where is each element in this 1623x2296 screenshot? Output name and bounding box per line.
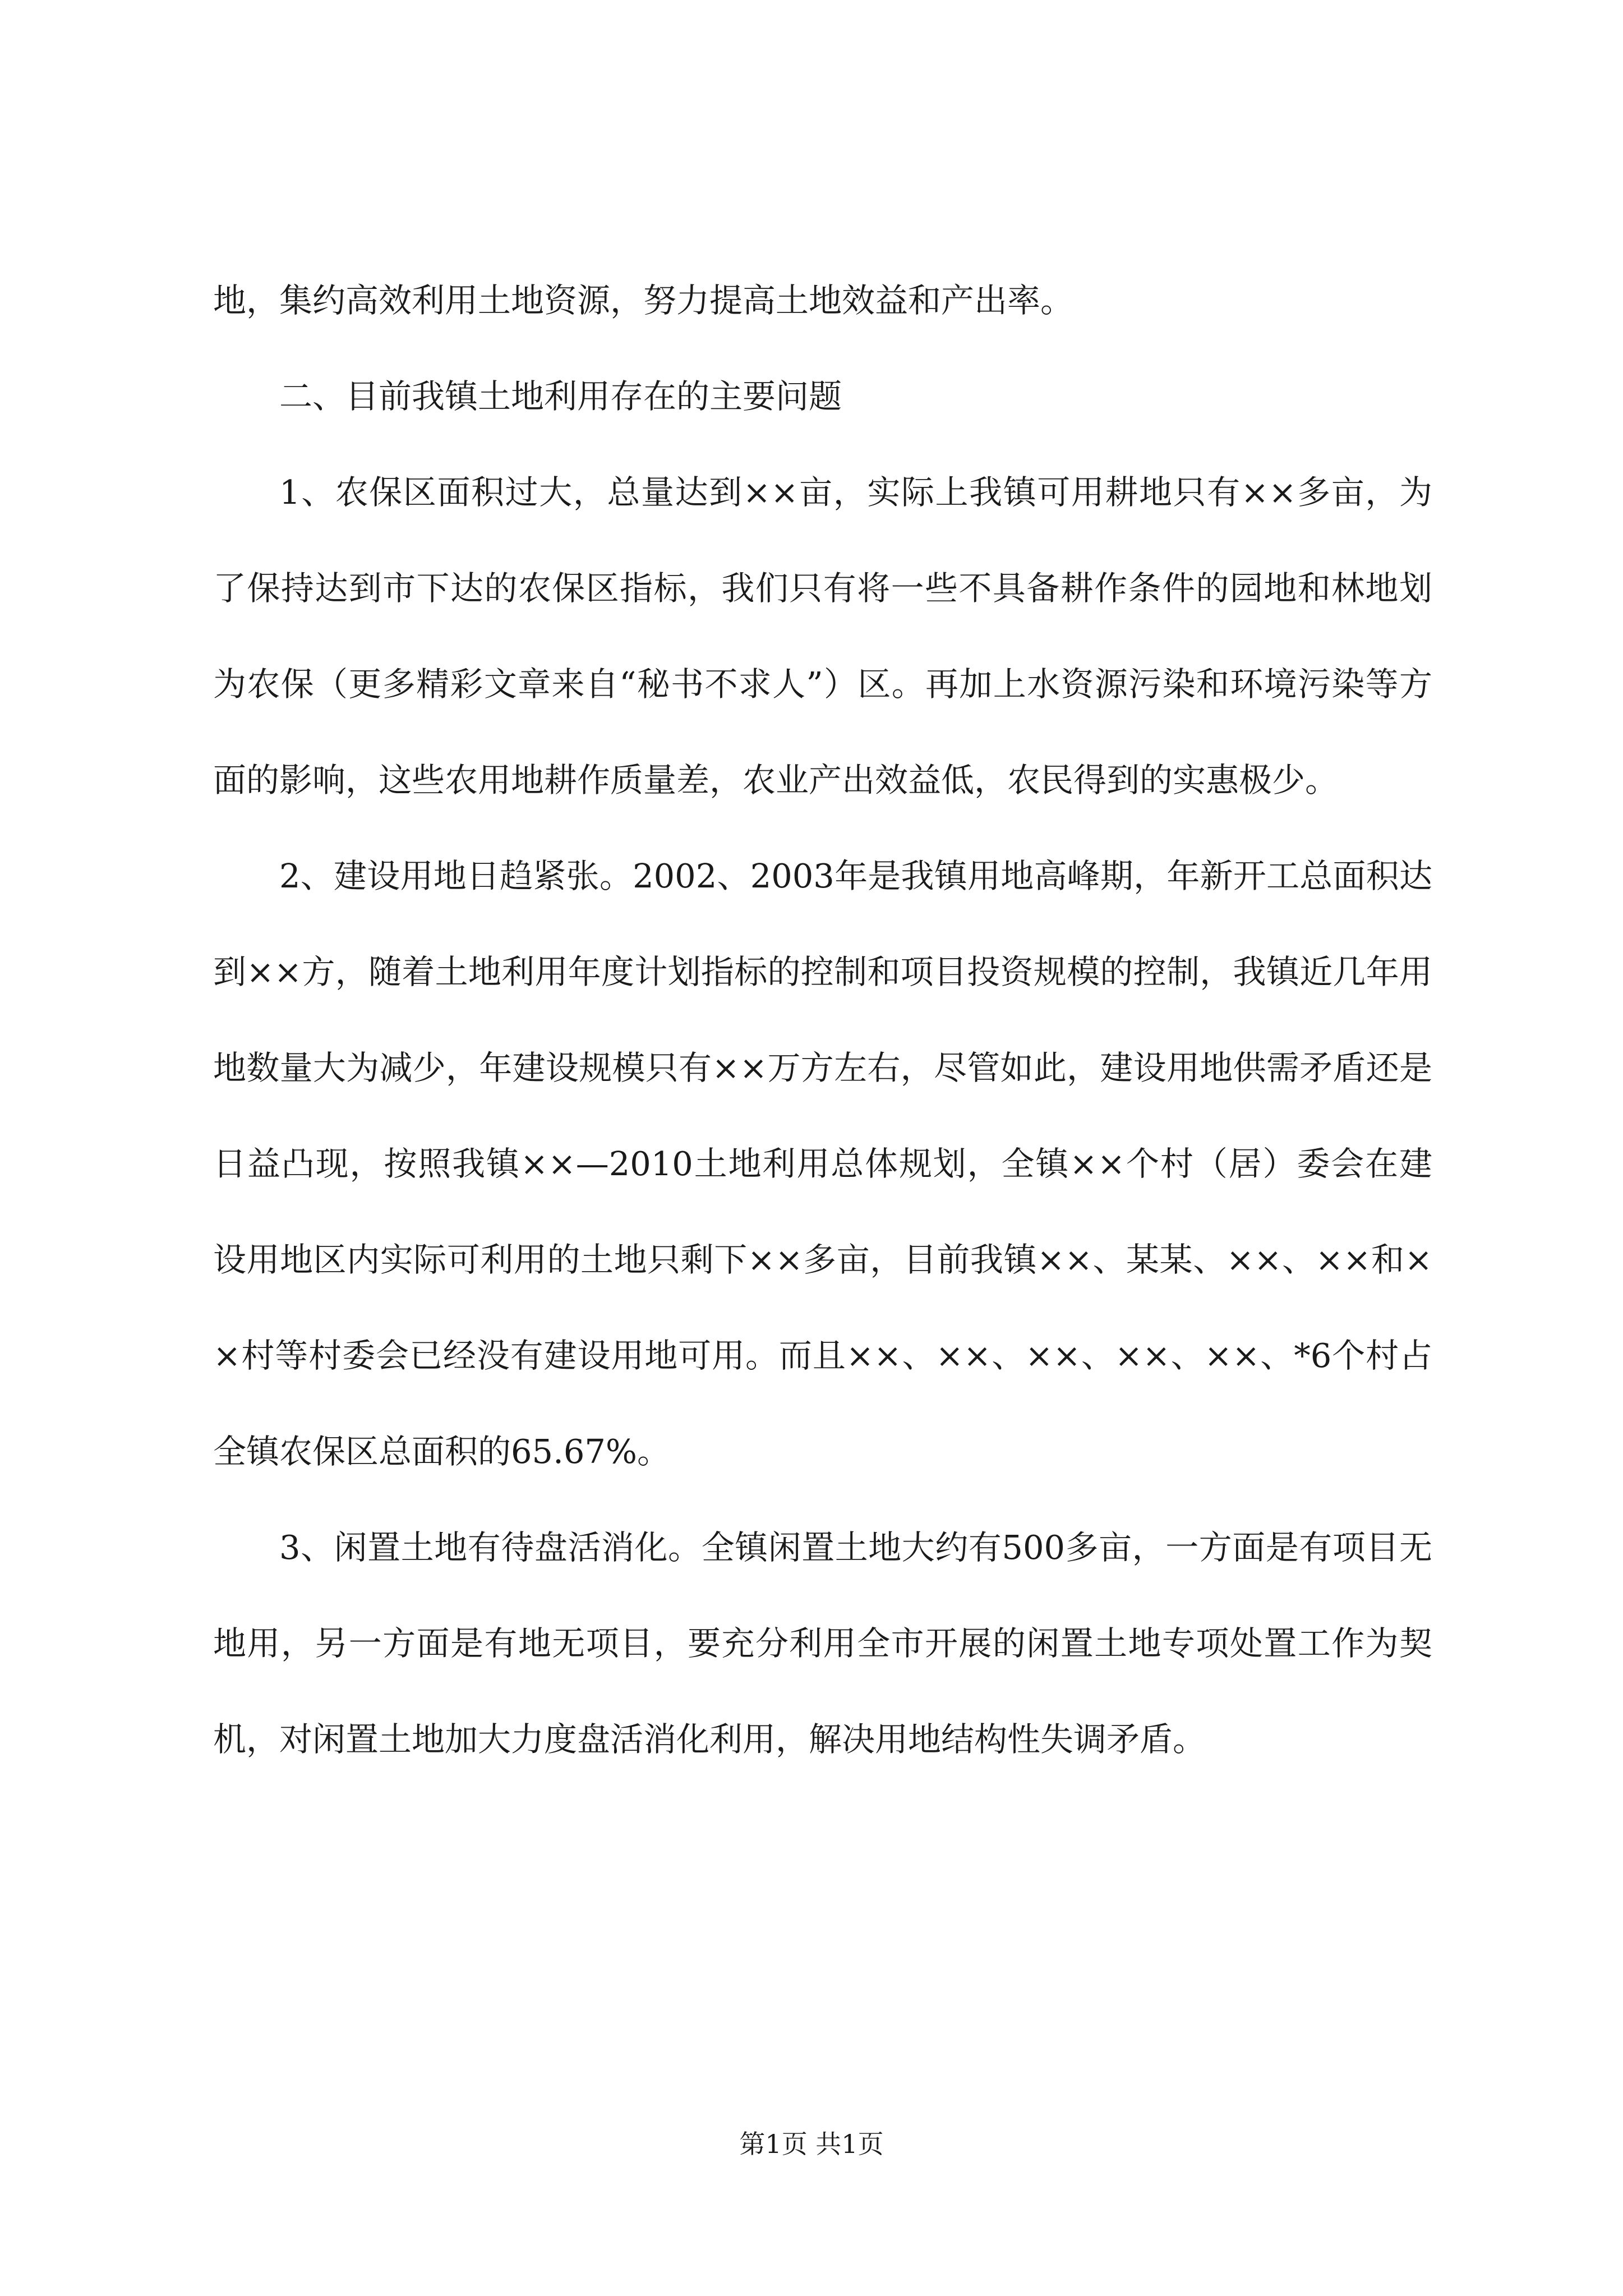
paragraph-item-1: 1、农保区面积过大，总量达到××亩，实际上我镇可用耕地只有××多亩，为了保持达到市下达的农保区指标，我们只有将一些不具备耕作条件的园地和林地划为农保（更多精彩文章来自“秘书不求人”）区。再加上水资源污染和环境污染等方面的影响，这些农用地耕作质量差，农业产出效益低，农民得到的实惠极少。 bbox=[213, 473, 1432, 799]
document-body bbox=[213, 252, 1432, 1787]
paragraph-item-3: 3、闲置土地有待盘活消化。全镇闲置土地大约有500多亩，一方面是有项目无地用，另一方面是有地无项目，要充分利用全市开展的闲置土地专项处置工作为契机，对闲置土地加大力度盘活消化利用，解决用地结构性失调矛盾。 bbox=[213, 1528, 1432, 1759]
page-footer: 第1页 共1页 bbox=[739, 2129, 884, 2159]
section-heading: 二、目前我镇土地利用存在的主要问题 bbox=[279, 377, 842, 416]
paragraph-item-2: 2、建设用地日趋紧张。2002、2003年是我镇用地高峰期，年新开工总面积达到××方，随着土地利用年度计划指标的控制和项目投资规模的控制，我镇近几年用地数量大为减少，年建设规模只有××万方左右，尽管如此，建设用地供需矛盾还是日益凸现，按照我镇××—2010土地利用总体规划，全镇××个村（居）委会在建设用地区内实际可利用的土地只剩下××多亩，目前我镇××、某某、××、××和××村等村委会已经没有建设用地可用。而且××、××、××、××、××、*6个村占全镇农保区总面积的65.67%。 bbox=[213, 857, 1432, 1471]
paragraph-continuation: 地，集约高效利用土地资源，努力提高土地效益和产出率。 bbox=[213, 281, 1074, 320]
